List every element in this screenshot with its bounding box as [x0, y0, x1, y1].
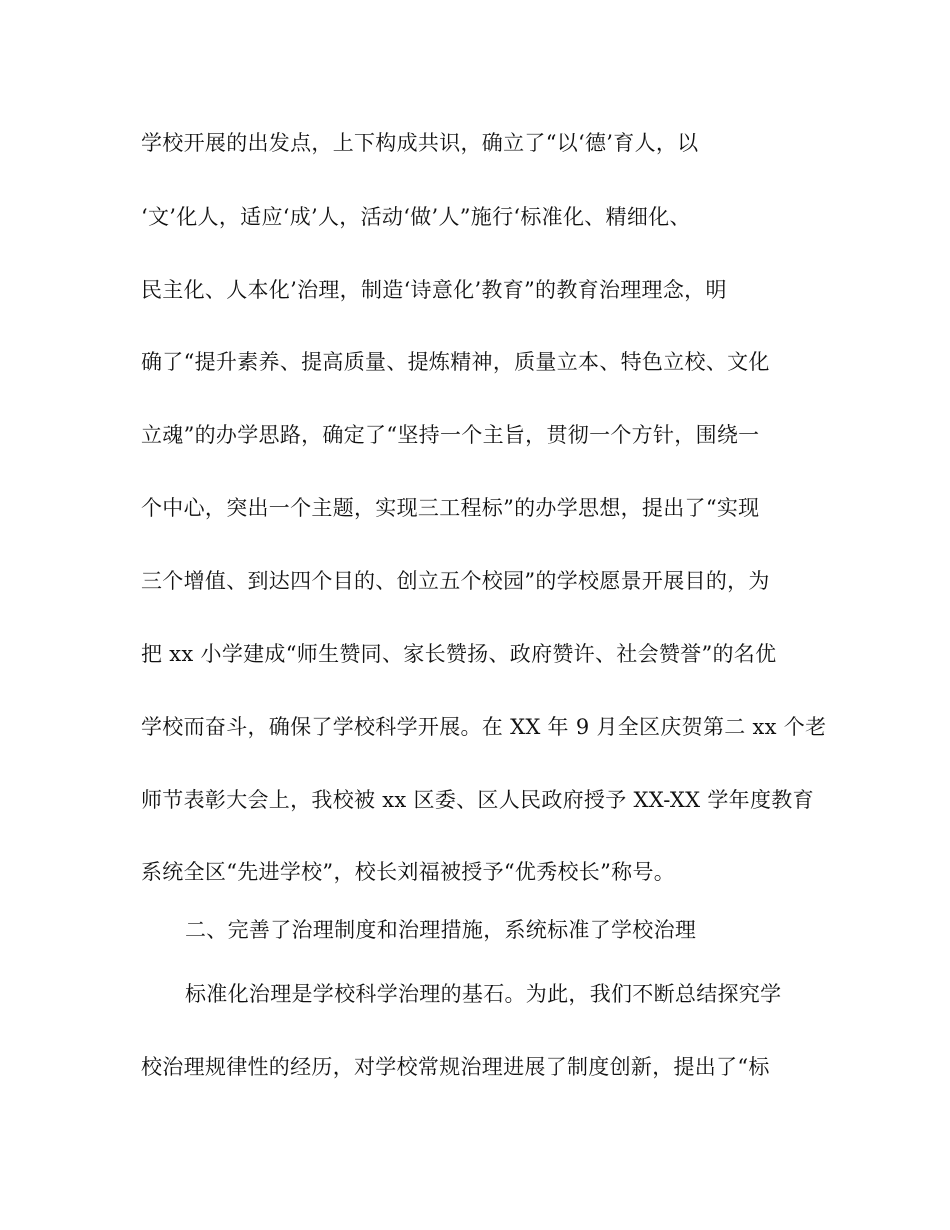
paragraph-start-line: 标准化治理是学校科学治理的基石。为此，我们不断总结探究学 — [185, 982, 782, 1006]
text-line: 个中心，突出一个主题，实现三工程标”的办学思想，提出了“实现 — [141, 496, 760, 520]
text-line: 校治理规律性的经历，对学校常规治理进展了制度创新，提出了“标 — [141, 1055, 770, 1079]
text-line: ‘文’化人，适应‘成’人，活动‘做’人”施行‘标准化、精细化、 — [141, 205, 691, 229]
text-line: 系统全区“先进学校”，校长刘福被授予“优秀校长”称号。 — [141, 860, 676, 884]
text-line: 学校而奋斗，确保了学校科学开展。在 XX 年 9 月全区庆贺第二 xx 个老 — [141, 715, 827, 739]
text-line: 民主化、人本化’治理，制造‘诗意化’教育”的教育治理理念，明 — [141, 278, 727, 302]
text-line: 师节表彰大会上，我校被 xx 区委、区人民政府授予 XX-XX 学年度教育 — [141, 788, 814, 812]
text-line: 三个增值、到达四个目的、创立五个校园”的学校愿景开展目的，为 — [141, 569, 770, 593]
text-line: 确了“提升素养、提高质量、提炼精神，质量立本、特色立校、文化 — [141, 350, 770, 374]
text-line: 立魂”的办学思路，确定了“坚持一个主旨，贯彻一个方针，围绕一 — [141, 423, 760, 447]
text-line: 把 xx 小学建成“师生赞同、家长赞扬、政府赞许、社会赞誉”的名优 — [141, 642, 777, 666]
text-line: 学校开展的出发点，上下构成共识，确立了“以‘德’育人，以 — [141, 131, 699, 155]
section-heading: 二、完善了治理制度和治理措施，系统标准了学校治理 — [185, 918, 697, 942]
